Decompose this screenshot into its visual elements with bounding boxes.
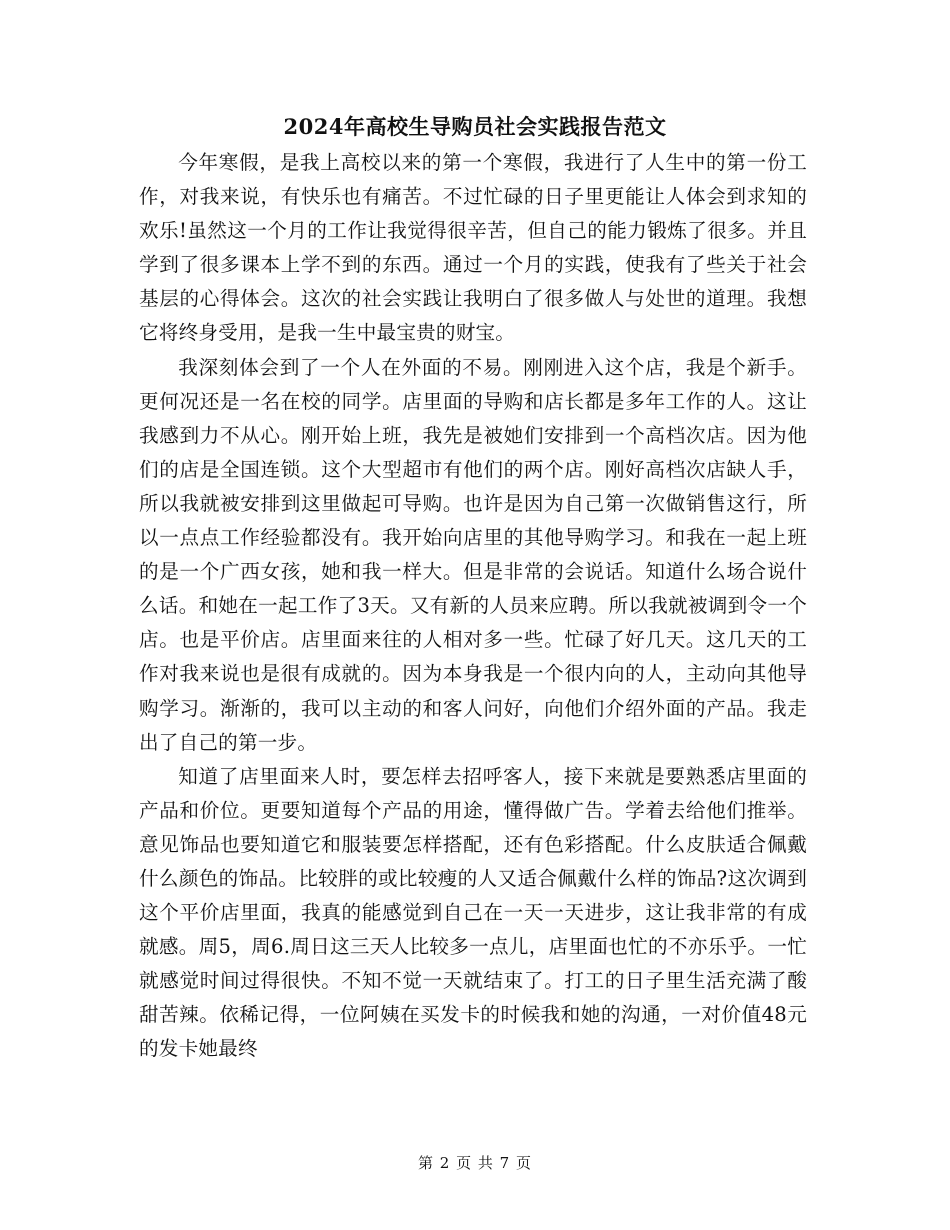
paragraph-2: 我深刻体会到了一个人在外面的不易。刚刚进入这个店，我是个新手。更何况还是一名在校的同学。店里面的导购和店长都是多年工作的人。这让我感到力不从心。刚开始上班，我先是被她们安排到一个高档次店。因为他们的店是全国连锁。这个大型超市有他们的两个店。刚好高档次店缺人手，所以我就被安排到这里做起可导购。也许是因为自己第一次做销售这行，所以一点点工作经验都没有。我开始向店里的其他导购学习。和我在一起上班的是一个广西女孩，她和我一样大。但是非常的会说话。知道什么场合说什么话。和她在一起工作了3天。又有新的人员来应聘。所以我就被调到令一个店。也是平价店。店里面来往的人相对多一些。忙碌了好几天。这几天的工作对我来说也是很有成就的。因为本身我是一个很内向的人，主动向其他导购学习。渐渐的，我可以主动的和客人问好，向他们介绍外面的产品。我走出了自己的第一步。 — [139, 355, 807, 754]
document-body — [139, 146, 807, 1067]
page-number-footer: 第 2 页 共 7 页 — [418, 1154, 532, 1172]
paragraph-1: 今年寒假，是我上高校以来的第一个寒假，我进行了人生中的第一份工作，对我来说，有快乐也有痛苦。不过忙碌的日子里更能让人体会到求知的欢乐!虽然这一个月的工作让我觉得很辛苦，但自己的能力锻炼了很多。并且学到了很多课本上学不到的东西。通过一个月的实践，使我有了些关于社会基层的心得体会。这次的社会实践让我明白了很多做人与处世的道理。我想它将终身受用，是我一生中最宝贵的财宝。 — [139, 151, 807, 345]
paragraph-3: 知道了店里面来人时，要怎样去招呼客人，接下来就是要熟悉店里面的产品和价位。更要知道每个产品的用途，懂得做广告。学着去给他们推举。意见饰品也要知道它和服装要怎样搭配，还有色彩搭配。什么皮肤适合佩戴什么颜色的饰品。比较胖的或比较瘦的人又适合佩戴什么样的饰品?这次调到这个平价店里面，我真的能感觉到自己在一天一天进步，这让我非常的有成就感。周5，周6.周日这三天人比较多一点儿，店里面也忙的不亦乐乎。一忙就感觉时间过得很快。不知不觉一天就结束了。打工的日子里生活充满了酸甜苦辣。依稀记得，一位阿姨在买发卡的时候我和她的沟通，一对价值48元的发卡她最终 — [139, 764, 807, 1061]
document-title: 2024年高校生导购员社会实践报告范文 — [283, 114, 667, 139]
